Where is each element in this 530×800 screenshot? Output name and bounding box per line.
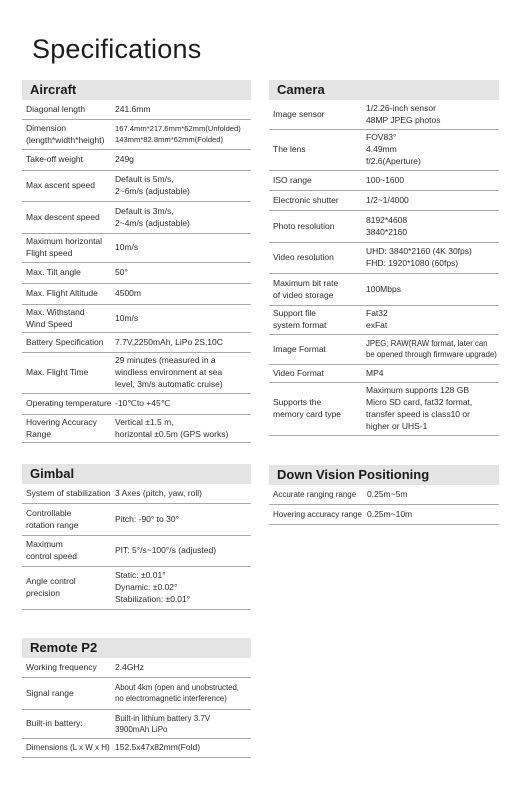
aircraft-section [22,80,251,443]
table-row [269,306,499,335]
spec-value: 167.4mm*217.6mm*62mm(Unfolded) 143mm*82.8mm*62mm(Folded) [115,123,241,144]
spec-value: 249g [115,154,134,165]
table-row [269,191,499,211]
spec-value: MP4 [366,367,384,378]
table-row [22,171,251,202]
spec-label: Max. Flight Altitude [26,288,98,299]
spec-value: Vertical ±1.5 m, horizontal ±0.5m (GPS works) [115,416,229,439]
table-row [269,485,499,505]
spec-value: Static: ±0.01° Dynamic: ±0.02° Stabilization: ±0.01° [115,570,191,604]
spec-value: 3 Axes (pitch, yaw, roll) [115,487,202,498]
spec-value: 10m/s [115,312,139,323]
spec-value: 10m/s [115,242,139,253]
spec-value: 100Mbps [366,283,401,294]
spec-value: 1/2.26-inch sensor 48MP JPEG photos [366,102,441,125]
spec-label: Dimensions (L x W x H) [26,743,110,753]
table-row [22,353,251,394]
spec-label: Max descent speed [26,211,100,222]
spec-label: Max. Tilt angle [26,267,81,278]
spec-value: 241.6mm [115,103,151,114]
spec-value: 2.4GHz [115,661,144,672]
remote-heading: Remote P2 [22,638,251,658]
spec-value: 7.7V,2250mAh, LiPo 2S,10C [115,336,223,347]
spec-value: PIT: 5°/s~100°/s (adjusted) [115,545,217,556]
spec-label: Battery Specification [26,336,104,347]
table-row [22,234,251,263]
table-row [22,100,251,120]
gimbal-section [22,464,251,610]
table-row [269,274,499,306]
spec-label: Angle control precision [26,576,76,598]
spec-label: Take-off weight [26,154,84,165]
spec-value: Default is 3m/s, 2~4m/s (adjustable) [115,205,190,228]
camera-heading: Camera [269,80,499,100]
table-row [269,171,499,191]
table-row [22,263,251,284]
spec-label: Image Format [273,343,326,354]
aircraft-heading: Aircraft [22,80,251,100]
spec-label: Controllable rotation range [26,507,79,530]
spec-value: Built-in lithium battery 3.7V 3900mAh LiPo [115,713,211,734]
spec-value: 50° [115,267,128,278]
spec-label: Electronic shutter [273,194,339,205]
table-row [22,333,251,353]
table-row [22,504,251,536]
spec-value: 4500m [115,288,141,299]
table-row [22,710,251,739]
spec-label: Signal range [26,687,74,698]
spec-label: Max. Withstand Wind Speed [26,306,85,329]
spec-value: 1/2~1/4000 [366,194,409,205]
spec-label: Supports the memory card type [273,397,342,419]
table-row [269,383,499,436]
spec-label: Maximum bit rate of video storage [273,277,339,300]
table-row [22,305,251,333]
table-row [269,130,499,171]
table-row [22,484,251,504]
table-row [22,415,251,443]
table-row [22,202,251,234]
spec-value: 100~1600 [366,174,405,185]
table-row [269,505,499,525]
spec-value: About 4km (open and unobstructed, no electromagnetic interference) [115,682,239,703]
spec-value: 0.25m~10m [367,508,413,519]
down-vision-section [269,465,499,525]
page-title: Specifications [32,34,202,64]
spec-value: -10℃to +45℃ [115,398,171,409]
spec-label: Maximum control speed [26,539,78,561]
spec-value: Fat32 exFat [366,308,388,330]
spec-label: Built-in battery: [26,718,83,729]
table-row [269,365,499,383]
spec-label: Hovering Accuracy Range [26,416,97,439]
spec-label: Operating temperature [26,398,112,409]
table-row [22,284,251,305]
spec-value: JPEG; RAW(RAW format, later can be opened through firmware upgrade) [366,338,497,359]
table-row [22,658,251,678]
table-row [22,678,251,710]
spec-value: Default is 5m/s, 2~6m/s (adjustable) [115,174,190,196]
spec-label: ISO range [273,174,312,185]
spec-label: Image sensor [273,108,325,119]
spec-label: Max. Flight Time [26,367,89,378]
spec-value: FOV83° 4.49mm f/2.6(Aperture) [366,132,421,166]
camera-section [269,80,499,436]
table-row [269,243,499,274]
table-row [269,100,499,130]
table-row [269,335,499,365]
spec-value: 29 minutes (measured in a windless environment at sea level, 3m/s automatic cruise) [115,355,223,389]
spec-label: Photo resolution [273,220,335,231]
spec-value: Pitch: -90° to 30° [115,513,179,524]
spec-label: Video Format [273,367,324,378]
table-row [22,394,251,415]
table-row [22,150,251,171]
spec-label: Maximum horizontal Flight speed [26,236,103,258]
remote-section [22,638,251,758]
spec-value: 152.5x47x82mm(Fold) [115,742,201,753]
table-row [269,211,499,243]
table-row [22,739,251,758]
table-row [22,536,251,567]
spec-value: Maximum supports 128 GB Micro SD card, fat32 format, transfer speed is class10 or higher or UHS-1 [366,385,473,431]
spec-label: The lens [273,144,306,155]
spec-label: Hovering accuracy range [273,509,362,519]
spec-label: Working frequency [26,661,97,672]
table-row [22,120,251,150]
spec-label: Accurate ranging range [273,489,357,499]
down-vision-heading: Down Vision Positioning [269,465,499,485]
spec-label: Diagonal length [26,103,86,114]
spec-value: 0.25m~5m [367,488,408,499]
spec-label: Support file system format [273,308,327,330]
spec-label: Dimension (length*width*height) [26,122,105,145]
spec-label: Max ascent speed [26,180,95,191]
spec-value: 8192*4608 3840*2160 [366,214,408,237]
gimbal-heading: Gimbal [22,464,251,484]
table-row [22,567,251,610]
spec-label: Video resolution [273,252,334,263]
spec-value: UHD: 3840*2160 (4K 30fps) FHD: 1920*1080 (60fps) [366,246,472,268]
spec-label: System of stabilization [26,487,111,498]
